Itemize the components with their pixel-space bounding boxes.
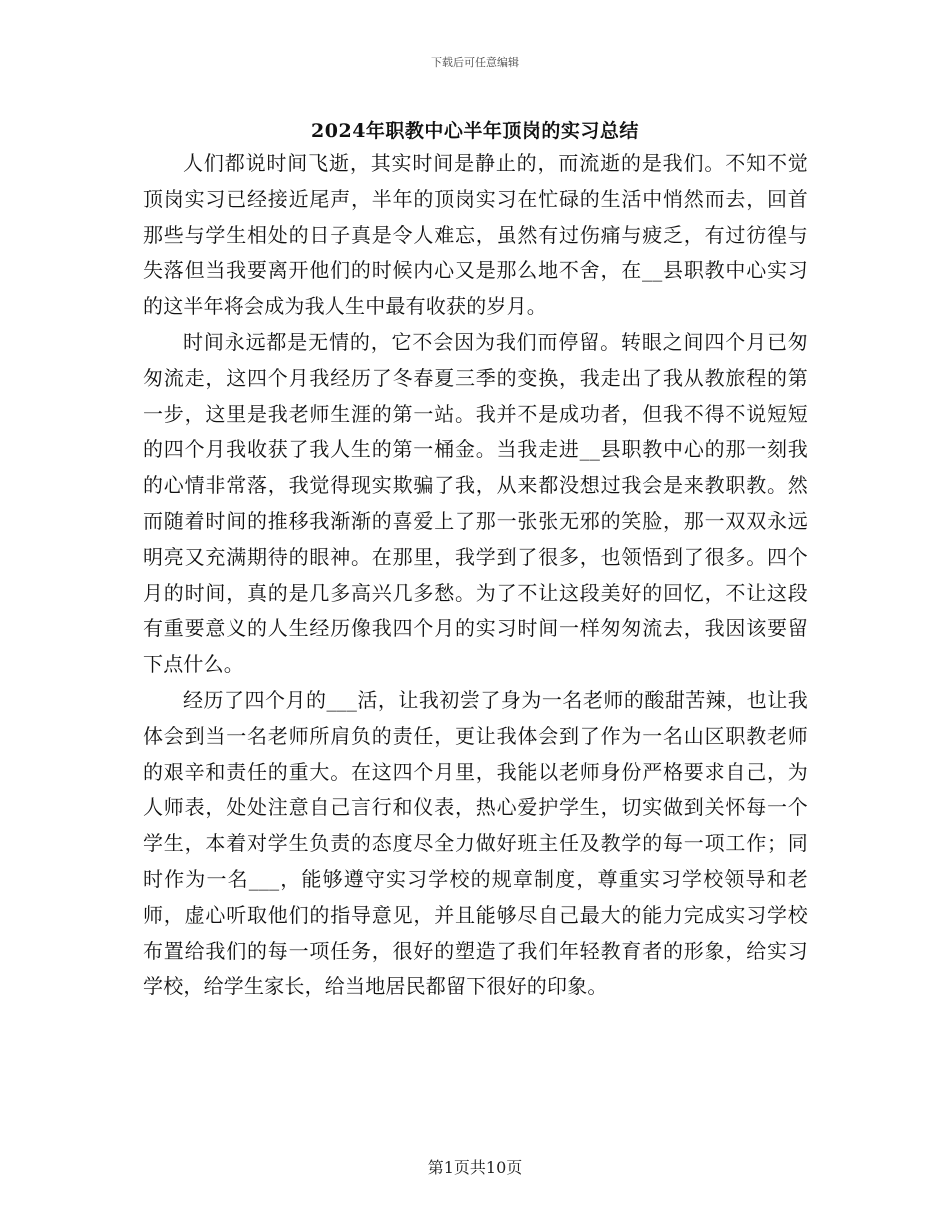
header-note: 下载后可任意编辑 <box>431 56 519 69</box>
page-footer: 第1页共10页 <box>427 1158 523 1177</box>
document-title: 2024年职教中心半年顶岗的实习总结 <box>311 120 639 142</box>
paragraph-3: 经历了四个月的___活，让我初尝了身为一名老师的酸甜苦辣，也让我体会到当一名老师所肩负的责任，更让我体会到了作为一名山区职教老师的艰辛和责任的重大。在这四个月里，我能以老师身份严格要求自己，为人师表，处处注意自己言行和仪表，热心爱护学生，切实做到关怀每一个学生，本着对学生负责的态度尽全力做好班主任及教学的每一项工作；同时作为一名___，能够遵守实习学校的规章制度，尊重实习学校领导和老师，虚心听取他们的指导意见，并且能够尽自己最大的能力完成实习学校布置给我们的每一项任务，很好的塑造了我们年轻教育者的形象，给实习学校，给学生家长，给当地居民都留下很好的印象。 <box>143 687 808 999</box>
document-body <box>143 146 808 1005</box>
paragraph-2: 时间永远都是无情的，它不会因为我们而停留。转眼之间四个月已匆匆流走，这四个月我经历了冬春夏三季的变换，我走出了我从教旅程的第一步，这里是我老师生涯的第一站。我并不是成功者，但我不得不说短短的四个月我收获了我人生的第一桶金。当我走进__县职教中心的那一刻我的心情非常落，我觉得现实欺骗了我，从来都没想过我会是来教职教。然而随着时间的推移我渐渐的喜爱上了那一张张无邪的笑脸，那一双双永远明亮又充满期待的眼神。在那里，我学到了很多，也领悟到了很多。四个月的时间，真的是几多高兴几多愁。为了不让这段美好的回忆，不让这段有重要意义的人生经历像我四个月的实习时间一样匆匆流去，我因该要留下点什么。 <box>143 329 808 677</box>
paragraph-1: 人们都说时间飞逝，其实时间是静止的，而流逝的是我们。不知不觉顶岗实习已经接近尾声，半年的顶岗实习在忙碌的生活中悄然而去，回首那些与学生相处的日子真是令人难忘，虽然有过伤痛与疲乏，有过彷徨与失落但当我要离开他们的时候内心又是那么地不舍，在__县职教中心实习的这半年将会成为我人生中最有收获的岁月。 <box>143 151 808 319</box>
